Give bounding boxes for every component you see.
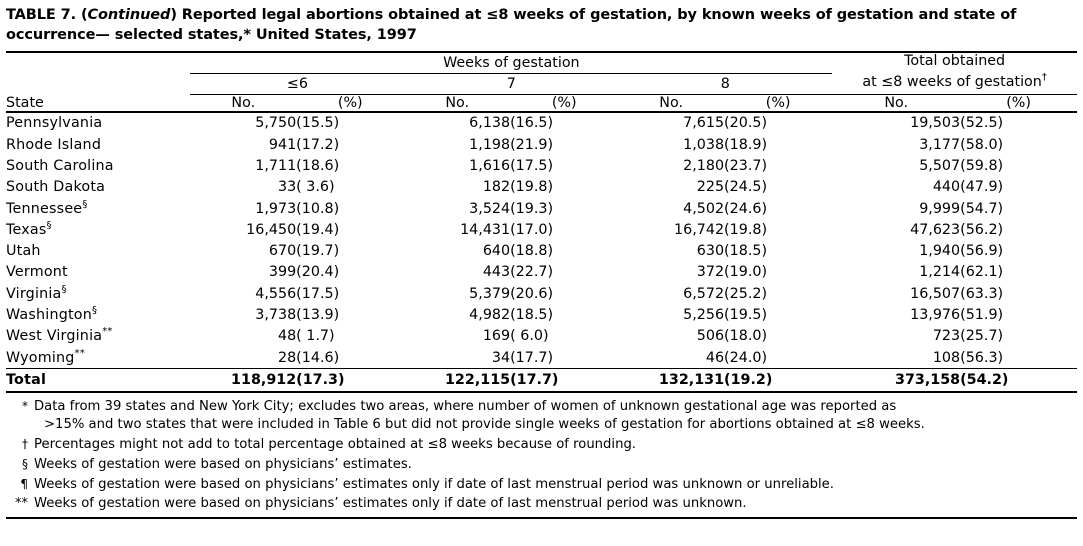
footnote-text: Weeks of gestation were based on physicians’ estimates only if date of last menstrual period was unknown or unreliable. [34,476,834,492]
row-w7-pct: (17.7) [510,349,554,366]
row-state: Vermont [6,264,68,281]
row-w8-no: 16,742 [674,221,725,238]
row-w7-no: 5,379 [469,285,511,302]
row-total-pct: (47.9) [960,179,1004,196]
row-w8-no: 4,502 [683,200,725,217]
table-row [6,177,1077,198]
row-w8-pct: (19.5) [724,307,768,324]
row-w8-no: 372 [696,264,725,281]
title-continued: Continued [87,7,171,23]
table-bottom-rule [6,392,1077,393]
row-state-footnote-mark: § [46,220,52,232]
table-row [6,305,1077,326]
row-w7-no: 182 [482,179,511,196]
row-w6-pct: (10.8) [296,200,340,217]
row-state: Utah [6,243,41,260]
row-w7-no: 169 [482,328,511,345]
row-w8-no: 132,131 [658,371,725,388]
row-w8-pct: (20.5) [724,115,768,132]
row-w6-pct: (14.6) [296,349,340,366]
row-w7-no: 640 [482,243,511,260]
footnote [6,495,1077,514]
row-state-footnote-mark: ** [102,326,113,338]
col-header-pct-7: (%) [551,94,577,111]
row-w8-pct: (19.0) [724,264,768,281]
footnote-mark: § [22,456,28,471]
table-row [6,283,1077,304]
row-total-pct: (59.8) [960,157,1004,174]
footnote-mark: ¶ [20,476,28,491]
weeks-of-gestation-header: Weeks of gestation [443,54,580,71]
col-header-pct-8: (%) [765,94,791,111]
footnote-mark: ** [15,496,28,512]
row-w6-no: 941 [268,136,297,153]
row-total-no: 5,507 [919,157,961,174]
group-header-6: ≤6 [286,75,308,92]
row-w7-pct: (20.6) [510,285,554,302]
row-w7-no: 1,616 [469,157,511,174]
total-header-line2: at ≤8 weeks of gestation† [862,72,1047,90]
row-w8-no: 506 [696,328,725,345]
footnote-text: Weeks of gestation were based on physicians’ estimates. [34,456,412,472]
header-row-weeks [6,53,1077,71]
total-header-line1: Total obtained [904,53,1006,70]
row-w7-pct: (18.5) [510,307,554,324]
abortions-table [6,53,1077,393]
row-w7-no: 122,115 [444,371,511,388]
row-w6-pct: (19.4) [296,221,340,238]
row-state-footnote-mark: ** [74,347,85,359]
row-total-no: 16,507 [910,285,961,302]
row-w6-no: 48 [277,328,297,345]
row-w7-no: 4,982 [469,307,511,324]
row-total-pct: (56.2) [960,221,1004,238]
row-w8-no: 630 [696,243,725,260]
table-row [6,241,1077,262]
footnote-text: Data from 39 states and New York City; excludes two areas, where number of women of unknown gestational age was reported as >15% and two states that were included in Table 6 but did not provide single weeks of gestation for abortions obtained at ≤8 weeks. [34,398,1077,435]
row-w7-pct: (18.8) [510,243,554,260]
row-w8-pct: (24.6) [724,200,768,217]
row-total-pct: (63.3) [960,285,1004,302]
row-total-no: 108 [932,349,961,366]
col-header-no-8: No. [659,94,684,111]
row-total-pct: (54.7) [960,200,1004,217]
table-title [6,6,1077,45]
title-suffix: ) Reported legal abortions obtained at ≤8 weeks of gestation, by known weeks of gestation and state of occurrence— selected states,* United States, 1997 [6,7,1017,43]
row-w7-pct: (17.7) [510,371,559,388]
row-w8-pct: (24.5) [724,179,768,196]
row-w7-pct: (22.7) [510,264,554,281]
row-w7-no: 34 [491,349,511,366]
row-w7-pct: (21.9) [510,136,554,153]
table-body [6,113,1077,369]
row-state: South Carolina [6,157,114,174]
row-w6-no: 4,556 [255,285,297,302]
page-bottom-rule [6,517,1077,519]
row-w8-no: 2,180 [683,157,725,174]
row-w8-no: 7,615 [683,115,725,132]
footnote-text-continued: >15% and two states that were included in Table 6 but did not provide single weeks of gestation for abortions obtained at ≤8 weeks. [44,417,925,433]
row-state: Texas§ [6,220,52,238]
table-row [6,326,1077,347]
row-w7-pct: (17.5) [510,157,554,174]
row-w7-no: 14,431 [460,221,511,238]
row-w7-no: 6,138 [469,115,511,132]
row-w8-pct: (18.9) [724,136,768,153]
row-w8-pct: (18.5) [724,243,768,260]
row-w7-no: 443 [482,264,511,281]
table-row [6,262,1077,283]
row-w6-pct: (17.3) [296,371,345,388]
row-state: Virginia§ [6,283,67,302]
row-w6-no: 670 [268,243,297,260]
footnotes [6,398,1077,515]
row-w6-no: 16,450 [246,221,297,238]
row-w6-pct: (17.2) [296,136,340,153]
row-w8-no: 1,038 [683,136,725,153]
row-total-pct: (62.1) [960,264,1004,281]
row-w6-no: 3,738 [255,307,297,324]
row-w8-pct: (25.2) [724,285,768,302]
row-w6-no: 28 [277,349,297,366]
row-state: Tennessee§ [6,198,88,217]
row-total-no: 13,976 [910,307,961,324]
table-row [6,347,1077,369]
footnote-mark: * [22,398,28,413]
row-total-pct: (56.9) [960,243,1004,260]
row-w8-no: 225 [696,179,725,196]
group-header-8: 8 [720,75,730,92]
row-w6-no: 33 [277,179,297,196]
row-total-pct: (56.3) [960,349,1004,366]
footnote [6,476,1077,495]
row-state: Washington§ [6,305,98,324]
footnote [6,456,1077,475]
row-total-pct: (52.5) [960,115,1004,132]
table-row [6,198,1077,219]
table-row [6,155,1077,176]
row-w7-pct: (17.0) [510,221,554,238]
row-w7-pct: ( 6.0) [510,328,549,345]
row-state: Wyoming** [6,347,85,366]
row-state: West Virginia** [6,326,113,345]
row-total-no: 440 [932,179,961,196]
row-total-no: 373,158 [895,371,961,388]
row-w6-pct: (15.5) [296,115,340,132]
header-row-groups [6,74,1077,92]
row-w6-pct: (17.5) [296,285,340,302]
row-w6-no: 5,750 [255,115,297,132]
row-total-no: 1,214 [919,264,961,281]
row-total-pct: (58.0) [960,136,1004,153]
title-prefix: TABLE 7. ( [6,7,88,23]
row-w6-no: 118,912 [231,371,297,388]
row-w8-pct: (19.2) [724,371,773,388]
col-header-no-6: No. [231,94,256,111]
row-total-pct: (25.7) [960,328,1004,345]
row-w8-pct: (18.0) [724,328,768,345]
row-total-no: 9,999 [919,200,961,217]
row-w7-pct: (19.8) [510,179,554,196]
row-w7-pct: (16.5) [510,115,554,132]
footnote-mark: † [22,437,28,452]
table-row-total [6,369,1077,391]
row-w8-no: 6,572 [683,285,725,302]
row-w6-pct: ( 3.6) [296,179,335,196]
row-w7-no: 1,198 [469,136,511,153]
table-row [6,134,1077,155]
state-column-header: State [6,94,44,111]
row-state: Rhode Island [6,136,102,153]
footnote [6,398,1077,435]
row-w7-no: 3,524 [469,200,511,217]
row-w6-pct: (20.4) [296,264,340,281]
table-row [6,113,1077,134]
footnote [6,436,1077,455]
row-w8-pct: (23.7) [724,157,768,174]
col-header-no-total: No. [884,94,909,111]
row-total-no: 723 [932,328,961,345]
row-total-no: 47,623 [910,221,961,238]
total-header-dagger: † [1041,72,1047,84]
row-state-footnote-mark: § [61,283,67,295]
row-w6-no: 1,711 [255,157,297,174]
row-total-pct: (54.2) [960,371,1009,388]
footnote-text: Weeks of gestation were based on physicians’ estimates only if date of last menstrual period was unknown. [34,496,747,512]
row-w6-no: 399 [268,264,297,281]
row-w6-no: 1,973 [255,200,297,217]
row-state: South Dakota [6,179,106,196]
row-w8-pct: (19.8) [724,221,768,238]
row-state: Pennsylvania [6,115,103,132]
row-w6-pct: (19.7) [296,243,340,260]
row-state-footnote-mark: § [82,198,88,210]
row-state: Total [6,371,47,388]
col-header-pct-6: (%) [337,94,363,111]
row-w7-pct: (19.3) [510,200,554,217]
row-w6-pct: (13.9) [296,307,340,324]
row-total-no: 19,503 [910,115,961,132]
row-total-no: 3,177 [919,136,961,153]
row-total-pct: (51.9) [960,307,1004,324]
row-w6-pct: (18.6) [296,157,340,174]
row-w8-pct: (24.0) [724,349,768,366]
row-w8-no: 46 [705,349,725,366]
col-header-pct-total: (%) [1006,94,1031,111]
col-header-no-7: No. [445,94,470,111]
table-row [6,219,1077,240]
row-w8-no: 5,256 [683,307,725,324]
header-row-columns [6,95,1077,112]
row-w6-pct: ( 1.7) [296,328,335,345]
row-state-footnote-mark: § [92,305,98,317]
footnote-text: Percentages might not add to total percentage obtained at ≤8 weeks because of rounding. [34,437,637,453]
row-total-no: 1,940 [919,243,961,260]
group-header-7: 7 [506,75,516,92]
